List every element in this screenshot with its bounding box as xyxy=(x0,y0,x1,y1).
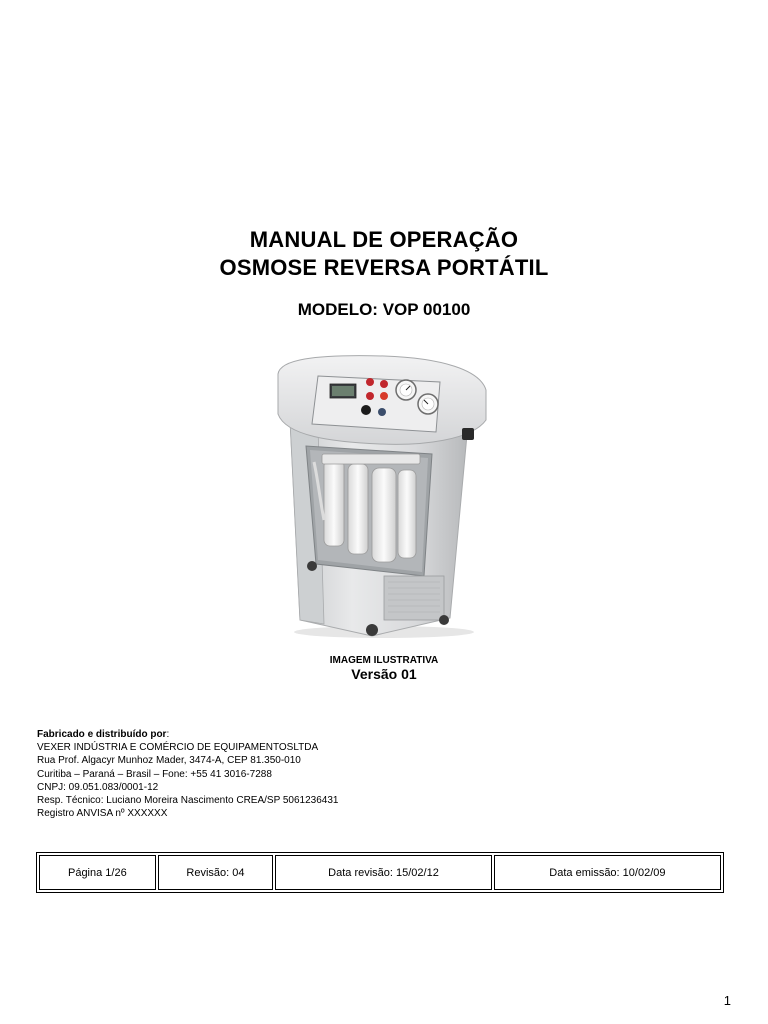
version-label: Versão 01 xyxy=(351,666,417,682)
filter-cartridges xyxy=(314,454,420,562)
manufacturer-anvisa: Registro ANVISA nº XXXXXX xyxy=(37,808,168,820)
manufacturer-heading-line xyxy=(37,728,338,741)
revision-date-cell: Data revisão: 15/02/12 xyxy=(275,855,492,890)
page-number: 1 xyxy=(723,993,731,1008)
image-caption: IMAGEM ILUSTRATIVA xyxy=(329,655,439,666)
issue-date-cell: Data emissão: 10/02/09 xyxy=(494,855,721,890)
manufacturer-address: Rua Prof. Algacyr Munhoz Mader, 3474-A, CEP 81.350-010 xyxy=(37,755,301,767)
manufacturer-company: VEXER INDÚSTRIA E COMÉRCIO DE EQUIPAMENTOSLTDA xyxy=(37,742,319,754)
manufacturer-info xyxy=(37,728,338,820)
manufacturer-heading: Fabricado e distribuído por xyxy=(37,729,167,740)
model-label: MODELO: VOP 00100 xyxy=(297,300,471,319)
manufacturer-city-phone: Curitiba – Paraná – Brasil – Fone: +55 41 3016-7288 xyxy=(37,768,272,780)
manufacturer-heading-suffix: : xyxy=(166,729,170,740)
title-line-1: MANUAL DE OPERAÇÃO xyxy=(249,227,519,252)
manufacturer-cnpj: CNPJ: 09.051.083/0001-12 xyxy=(37,781,159,793)
revision-table-row xyxy=(39,855,721,890)
document-title xyxy=(0,226,768,282)
revision-cell: Revisão: 04 xyxy=(158,855,274,890)
title-line-2: OSMOSE REVERSA PORTÁTIL xyxy=(219,255,549,280)
page-cell: Página 1/26 xyxy=(39,855,156,890)
manufacturer-technical-responsible: Resp. Técnico: Luciano Moreira Nascimento CREA/SP 5061236431 xyxy=(37,795,339,807)
product-photo xyxy=(272,350,496,642)
revision-table xyxy=(36,852,724,893)
